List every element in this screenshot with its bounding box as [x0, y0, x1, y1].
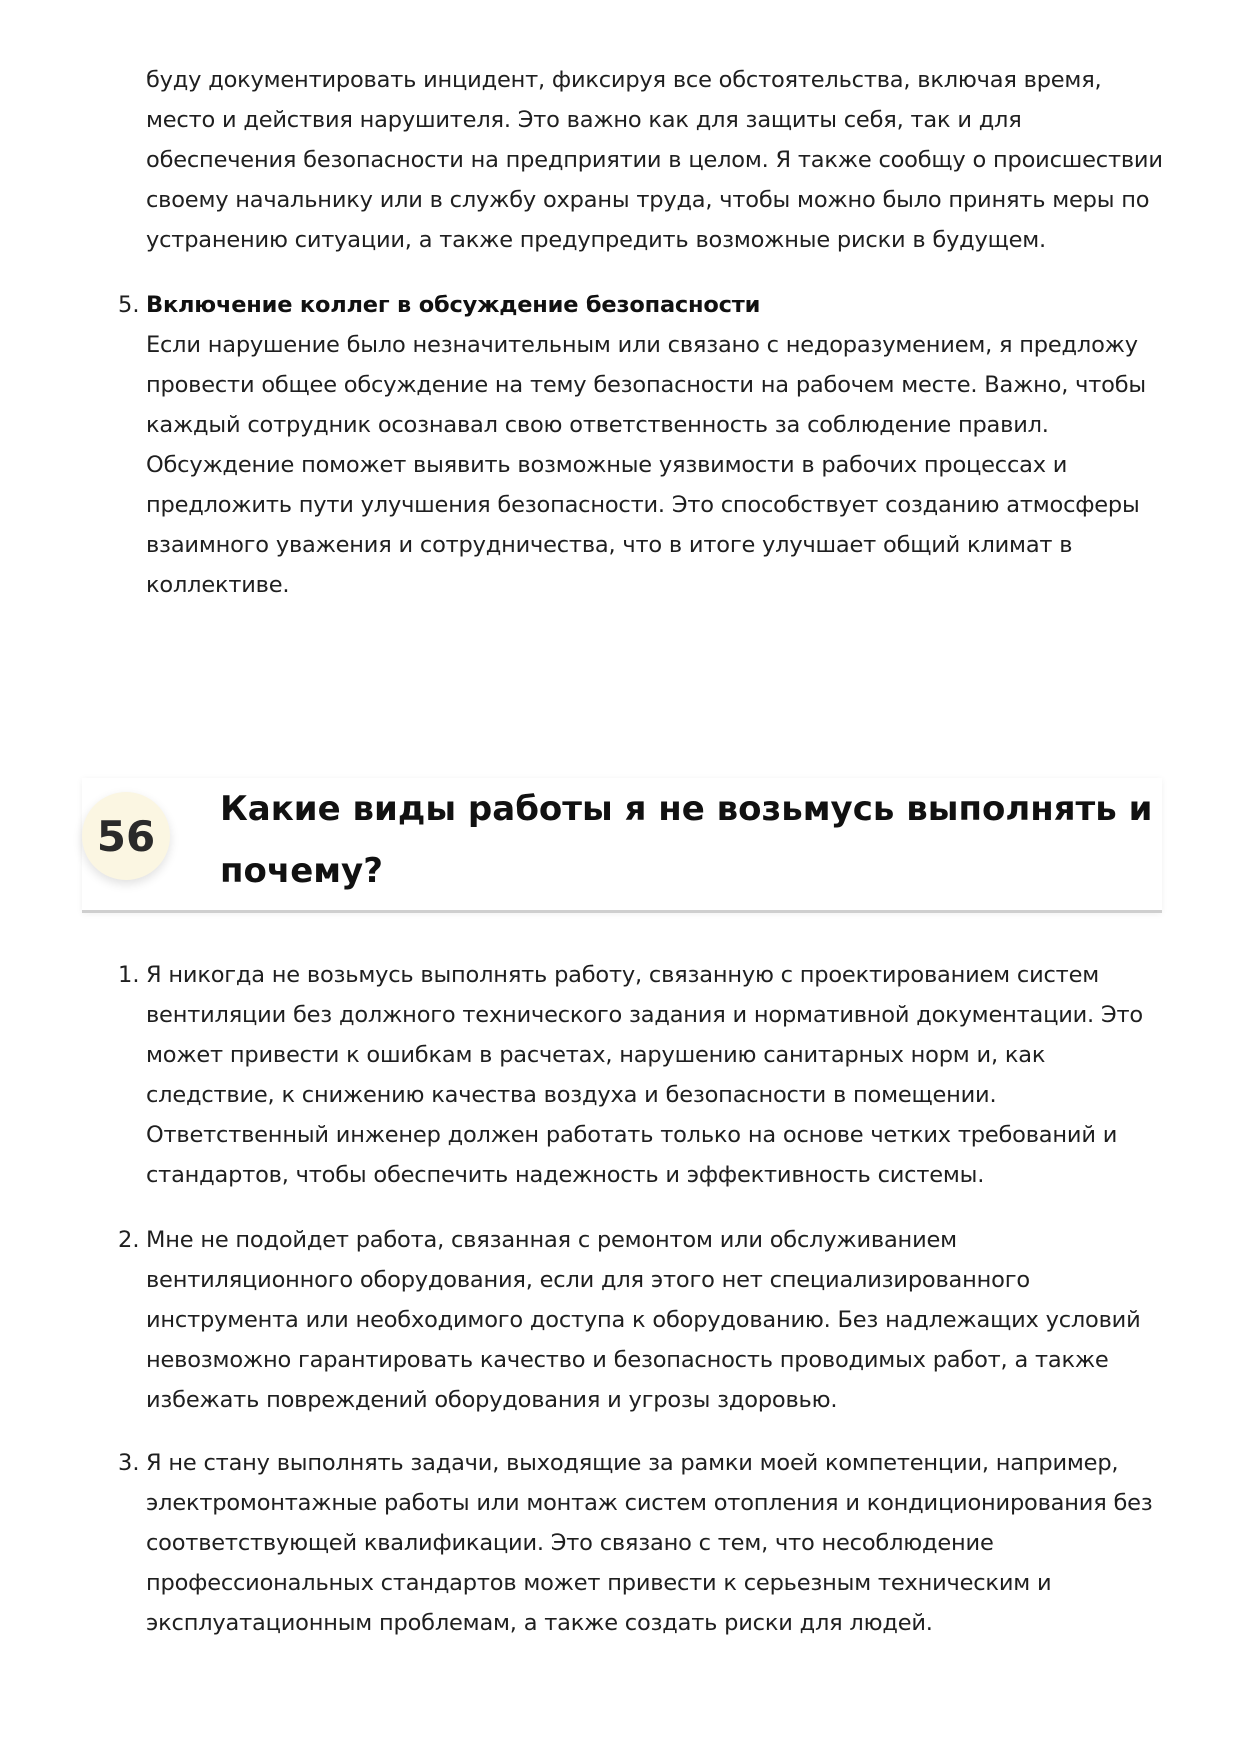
list-item-text: Если нарушение было незначительным или связано с недоразумением, я предложу провести общее обсуждение на тему безопасности на рабочем месте. Важно, чтобы каждый сотрудник осознавал свою ответственность за соблюдение правил. Обсуждение поможет выявить возможные уязвимости в рабочих процессах и предложить пути улучшения безопасности. Это способствует созданию атмосферы взаимного уважения и сотрудничества, что в итоге улучшает общий климат в коллективе. [146, 332, 1146, 598]
question-header [82, 778, 1162, 913]
list-item-title: Включение коллег в обсуждение безопасности [146, 292, 761, 318]
list-number: 3. [118, 1450, 140, 1476]
list-number: 5. [118, 292, 140, 318]
list-item: Я никогда не возьмусь выполнять работу, связанную с проектированием систем вентиляции без должного технического задания и нормативной документации. Это может привести к ошибкам в расчетах, нарушению санитарных норм и, как следствие, к снижению качества воздуха и безопасности в помещении. Ответственный инженер должен работать только на основе четких требований и стандартов, чтобы обеспечить надежность и эффективность системы. [146, 962, 1143, 1188]
list-number: 2. [118, 1227, 140, 1253]
list-item: Мне не подойдет работа, связанная с ремонтом или обслуживанием вентиляционного оборудования, если для этого нет специализированного инструмента или необходимого доступа к оборудованию. Без надлежащих условий невозможно гарантировать качество и безопасность проводимых работ, а также избежать повреждений оборудования и угрозы здоровью. [146, 1227, 1141, 1413]
question-title: Какие виды работы я не возьмусь выполнять и почему? [220, 789, 1153, 891]
list-item: Я не стану выполнять задачи, выходящие за рамки моей компетенции, например, электромонтажные работы или монтаж систем отопления и кондиционирования без соответствующей квалификации. Это связано с тем, что несоблюдение профессиональных стандартов может привести к серьезным техническим и эксплуатационным проблемам, а также создать риски для людей. [146, 1450, 1153, 1636]
list-number: 1. [118, 962, 140, 988]
paragraph-continuation: буду документировать инцидент, фиксируя все обстоятельства, включая время, место и действия нарушителя. Это важно как для защиты себя, так и для обеспечения безопасности на предприятии в целом. Я также сообщу о происшествии своему начальнику или в службу охраны труда, чтобы можно было принять меры по устранению ситуации, а также предупредить возможные риски в будущем. [146, 67, 1163, 253]
list-item [146, 285, 1166, 605]
question-number-badge: 56 [82, 792, 170, 880]
